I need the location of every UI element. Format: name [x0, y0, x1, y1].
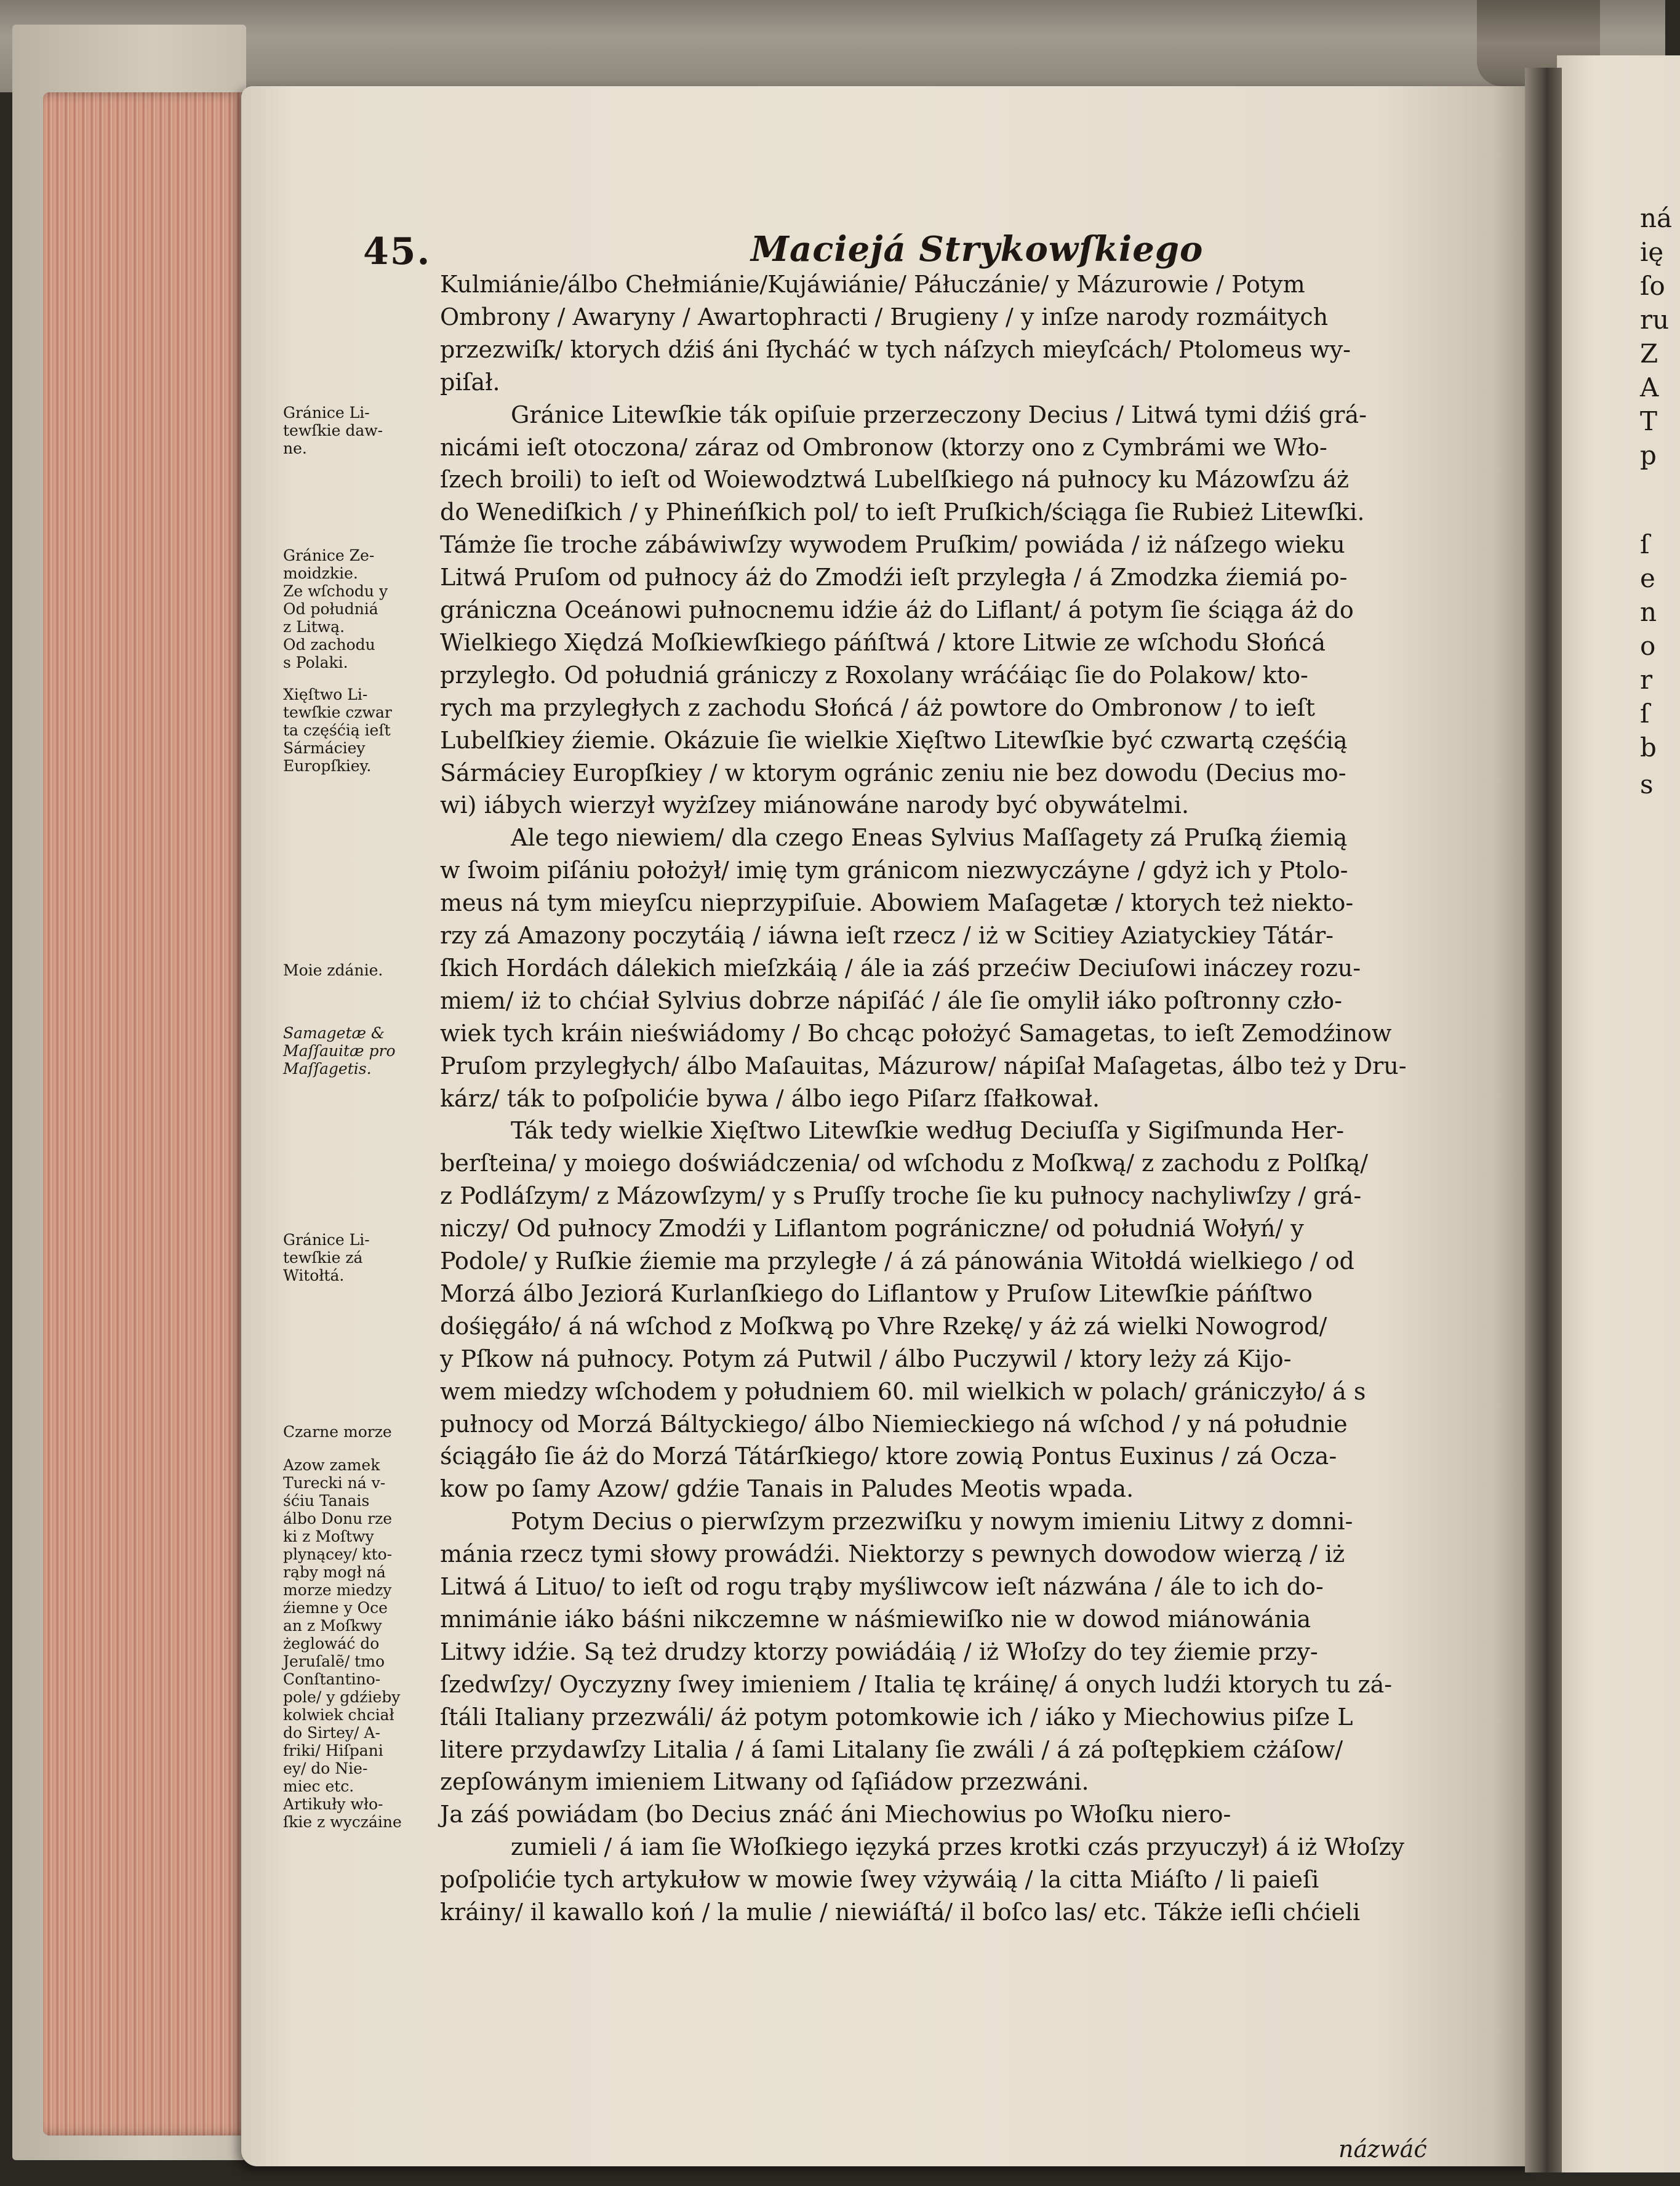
margin-note: Samagetæ & Maſſauitæ pro Maſſagetis.	[283, 1024, 396, 1078]
body-line: Potym Decius o pierwſzym przezwiſku y nowym imieniu Litwy z domni-	[511, 1508, 1353, 1535]
body-line: rzy zá Amazony poczytáią / iáwna ieſt rzecz / iż w Scitiey Aziatyckiey Tátár-	[440, 922, 1334, 949]
body-line: nicámi ieſt otoczona/ záraz od Ombronow (ktorzy ono z Cymbrámi we Wło-	[440, 433, 1327, 461]
body-line: niczy/ Od pułnocy Zmodźi y Liflantom pográniczne/ od południá Wołyń/ y	[440, 1215, 1304, 1243]
body-line: dośięgáło/ á ná wſchod z Moſkwą po Vhre Rzekę/ y áż zá wielki Nowogrod/	[440, 1312, 1327, 1340]
facing-page-fragment-line: ſ	[1640, 699, 1650, 729]
body-line: Kulmiánie/álbo Chełmiánie/Kujáwiánie/ Páłuczánie/ y Mázurowie / Potym	[440, 271, 1305, 298]
page-number: 45.	[363, 230, 431, 273]
body-line: ſkich Hordách dálekich mieſzkáią / ále ia záś przećiw Deciuſowi ináczey rozu-	[440, 954, 1361, 982]
body-line: Wielkiego Xiędzá Moſkiewſkiego páńſtwá / ktore Litwie ze wſchodu Słońcá	[440, 628, 1326, 656]
body-line: Ale tego niewiem/ dla czego Eneas Sylvius Maſſagety zá Pruſką źiemią	[511, 824, 1348, 852]
body-line: y Pſkow ná pułnocy. Potym zá Putwil / álbo Puczywil / ktory leży zá Kijo-	[440, 1345, 1292, 1372]
body-line: ſzech broili) to ieſt od Woiewodztwá Lubelſkiego ná pułnocy ku Mázowſzu áż	[440, 466, 1350, 494]
body-line: ſtáli Italiany przezwáli/ áż potym potomkowie ich / iáko y Miechowius piſze L	[440, 1703, 1353, 1731]
body-line: Lubelſkiey źiemie. Okázuie ſie wielkie Xięſtwo Litewſkie być czwartą częśćią	[440, 726, 1348, 754]
body-line: pułnocy od Morzá Báltyckiego/ álbo Niemieckiego ná wſchod / y ná południe	[440, 1410, 1348, 1438]
body-line: Litwá Pruſom od pułnocy áż do Zmodźi ieſt przyległa / á Zmodzka źiemiá po-	[440, 564, 1348, 591]
facing-page-fragment-line: o	[1640, 631, 1656, 661]
body-line: rych ma przyległych z zachodu Słońcá / áż powtore do Ombronow / to ieſt	[440, 694, 1315, 721]
body-line: Ombrony / Awaryny / Awartophracti / Brugieny / y inſze narody rozmáitych	[440, 303, 1329, 330]
body-line: mnimánie iáko báśni nikczemne w náśmiewiſko nie w dowod miánowánia	[440, 1605, 1311, 1633]
body-line: wi) iábych wierzył wyżſzey miánowáne narody być obywátelmi.	[440, 791, 1190, 819]
facing-page-fragment-line: ná	[1640, 203, 1673, 233]
facing-page-fragment-line: e	[1640, 563, 1655, 593]
margin-note: Moie zdánie.	[283, 961, 383, 979]
facing-page-fragment-line: r	[1640, 665, 1653, 695]
body-line: Litwy idźie. Są też drudzy ktorzy powiádáią / iż Włoſzy do tey źiemie przy-	[440, 1638, 1318, 1665]
body-line: Gránice Litewſkie ták opiſuie przerzeczony Decius / Litwá tymi dźiś grá-	[511, 401, 1367, 428]
body-line: mánia rzecz tymi słowy prowádźi. Niektorzy s pewnych dowodow wierzą / iż	[440, 1540, 1345, 1568]
margin-note: Gránice Li- tewſkie daw- ne.	[283, 404, 383, 457]
body-line: Litwá á Lituo/ to ieſt od rogu trąby myśliwcow ieſt názwána / ále to ich do-	[440, 1573, 1324, 1600]
body-line: Ták tedy wielkie Xięſtwo Litewſkie według Deciuſſa y Sigiſmunda Her-	[511, 1117, 1345, 1145]
facing-page-fragment-line: ru	[1640, 305, 1670, 335]
body-line: z Podláſzym/ z Mázowſzym/ y s Pruſſy troche ſie ku pułnocy nachyliwſzy / grá-	[440, 1182, 1362, 1210]
facing-page-fragment-line: p	[1640, 440, 1657, 470]
body-line: zepſowánym imieniem Litwany od ſąſiádow przezwáni.	[440, 1768, 1089, 1796]
body-line: Ja záś powiádam (bo Decius znáć áni Miechowius po Włoſku niero-	[440, 1801, 1231, 1828]
body-line: kárz/ ták to poſpolićie bywa / álbo iego Piſarz ſfałkował.	[440, 1084, 1100, 1112]
body-line: do Wenediſkich / y Phineńſkich pol/ to ieſt Pruſkich/ściąga ſie Rubież Litewſki.	[440, 498, 1365, 526]
body-line: przezwiſk/ ktorych dźiś áni ſłycháć w tych náſzych mieyſcách/ Ptolomeus wy-	[440, 335, 1351, 363]
running-head: Maciejá Strykowſkiego	[751, 229, 1204, 270]
body-line: zumieli / á iam ſie Włoſkiego ięzyká przes krotki czás przyuczył) á iż Włoſzy	[511, 1833, 1404, 1861]
margin-note: Gránice Li- tewſkie zá Witołtá.	[283, 1231, 370, 1284]
body-line: litere przydawſzy Litalia / á ſami Litalany ſie zwáli / á zá poſtępkiem cżáſow/	[440, 1736, 1343, 1763]
body-line: miem/ iż to chćiał Sylvius dobrze nápiſáć / ále ſie omylił iáko poſtronny czło-	[440, 987, 1342, 1014]
facing-page-fragment-line: ſ	[1640, 529, 1650, 559]
body-line: Pruſom przyległych/ álbo Maſauitas, Mázurow/ nápiſał Maſagetas, álbo też y Dru-	[440, 1052, 1407, 1079]
facing-page-fragment-line: b	[1640, 732, 1657, 763]
facing-page-fragment-line: ię	[1640, 237, 1664, 267]
body-line: Morzá álbo Jeziorá Kurlanſkiego do Liflantow y Pruſow Litewſkie páńſtwo	[440, 1279, 1313, 1307]
catchword: názwáć	[1338, 2136, 1427, 2163]
body-line: piſał.	[440, 368, 500, 396]
margin-note: Azow zamek Turecki ná v- śćiu Tanais álbo Donu rze ki z Moſtwy plynącey/ kto- rąby mogł ná morze miedzy źiemne y Oce an z Moſkwy żeglowáć do Jeruſalẽ/ tmo Conſtantino- pole/ y gdźieby kolwiek chciał do Sirtey/ A- friki/ Hiſpani ey/ do Nie- miec etc. Artikuły wło- ſkie z wyczáine	[283, 1456, 402, 1831]
body-line: przyległo. Od południá grániczy z Roxolany wráćáiąc ſie do Polakow/ kto-	[440, 661, 1308, 689]
margin-note: Gránice Ze- moidzkie. Ze wſchodu y Od południá z Litwą. Od zachodu s Polaki.	[283, 546, 388, 671]
body-line: Podole/ y Ruſkie źiemie ma przyległe / á zá pánowánia Witołdá wielkiego / od	[440, 1247, 1354, 1275]
body-line: Támże ſie troche zábáwiwſzy wywodem Pruſkim/ powiáda / iż náſzego wieku	[440, 531, 1345, 559]
facing-page-fragment-line: Z	[1640, 338, 1658, 369]
body-line: grániczna Oceánowi pułnocnemu idźie áż do Liflant/ á potym ſie ściąga áż do	[440, 596, 1354, 623]
body-line: wiek tych kráin nieświádomy / Bo chcąc położyć Samagetas, to ieſt Zemodźinow	[440, 1019, 1392, 1047]
body-line: wem miedzy wſchodem y południem 60. mil wielkich w polach/ grániczyło/ á s	[440, 1377, 1366, 1405]
body-line: ściągáło ſie áż do Morzá Tátárſkiego/ ktore zowią Pontus Euxinus / zá Ocza-	[440, 1443, 1337, 1470]
body-line: berſteina/ y moiego doświádczenia/ od wſchodu z Moſkwą/ z zachodu z Polſką/	[440, 1150, 1369, 1177]
facing-page-fragment-line: n	[1640, 597, 1657, 627]
body-line: kráiny/ il kawallo koń / la mulie / niewiáſtá/ il boſco las/ etc. Tákże ieſli chćieli	[440, 1899, 1361, 1926]
margin-note: Czarne morze	[283, 1423, 392, 1441]
body-line: poſpolićie tych artykułow w mowie ſwey vżywáią / la citta Miáſto / li paieſi	[440, 1866, 1319, 1894]
body-line: kow po ſamy Azow/ gdźie Tanais in Paludes Meotis wpada.	[440, 1475, 1134, 1503]
body-line: ſzedwſzy/ Oyczyzny ſwey imieniem / Italia tę kráinę/ á onych ludźi ktorych tu zá-	[440, 1670, 1393, 1698]
body-line: meus ná tym mieyſcu nieprzypiſuie. Abowiem Maſagetæ / ktorych też niekto-	[440, 889, 1354, 917]
facing-page-fragment-line: s	[1640, 769, 1654, 799]
body-line: Sármáciey Europſkiey / w ktorym ogránic zeniu nie bez dowodu (Decius mo-	[440, 759, 1346, 787]
facing-page-fragment-line: ſo	[1640, 271, 1665, 301]
body-line: w ſwoim piſániu położył/ imię tym gránicom niezwyczáyne / gdyż ich y Ptolo-	[440, 857, 1348, 884]
facing-page-fragment-line: A	[1640, 372, 1659, 402]
facing-page-fragment-line: T	[1640, 406, 1658, 436]
margin-note: Xięſtwo Li- tewſkie czwar ta częśćią ieſt Sármáciey Europſkiey.	[283, 686, 392, 775]
